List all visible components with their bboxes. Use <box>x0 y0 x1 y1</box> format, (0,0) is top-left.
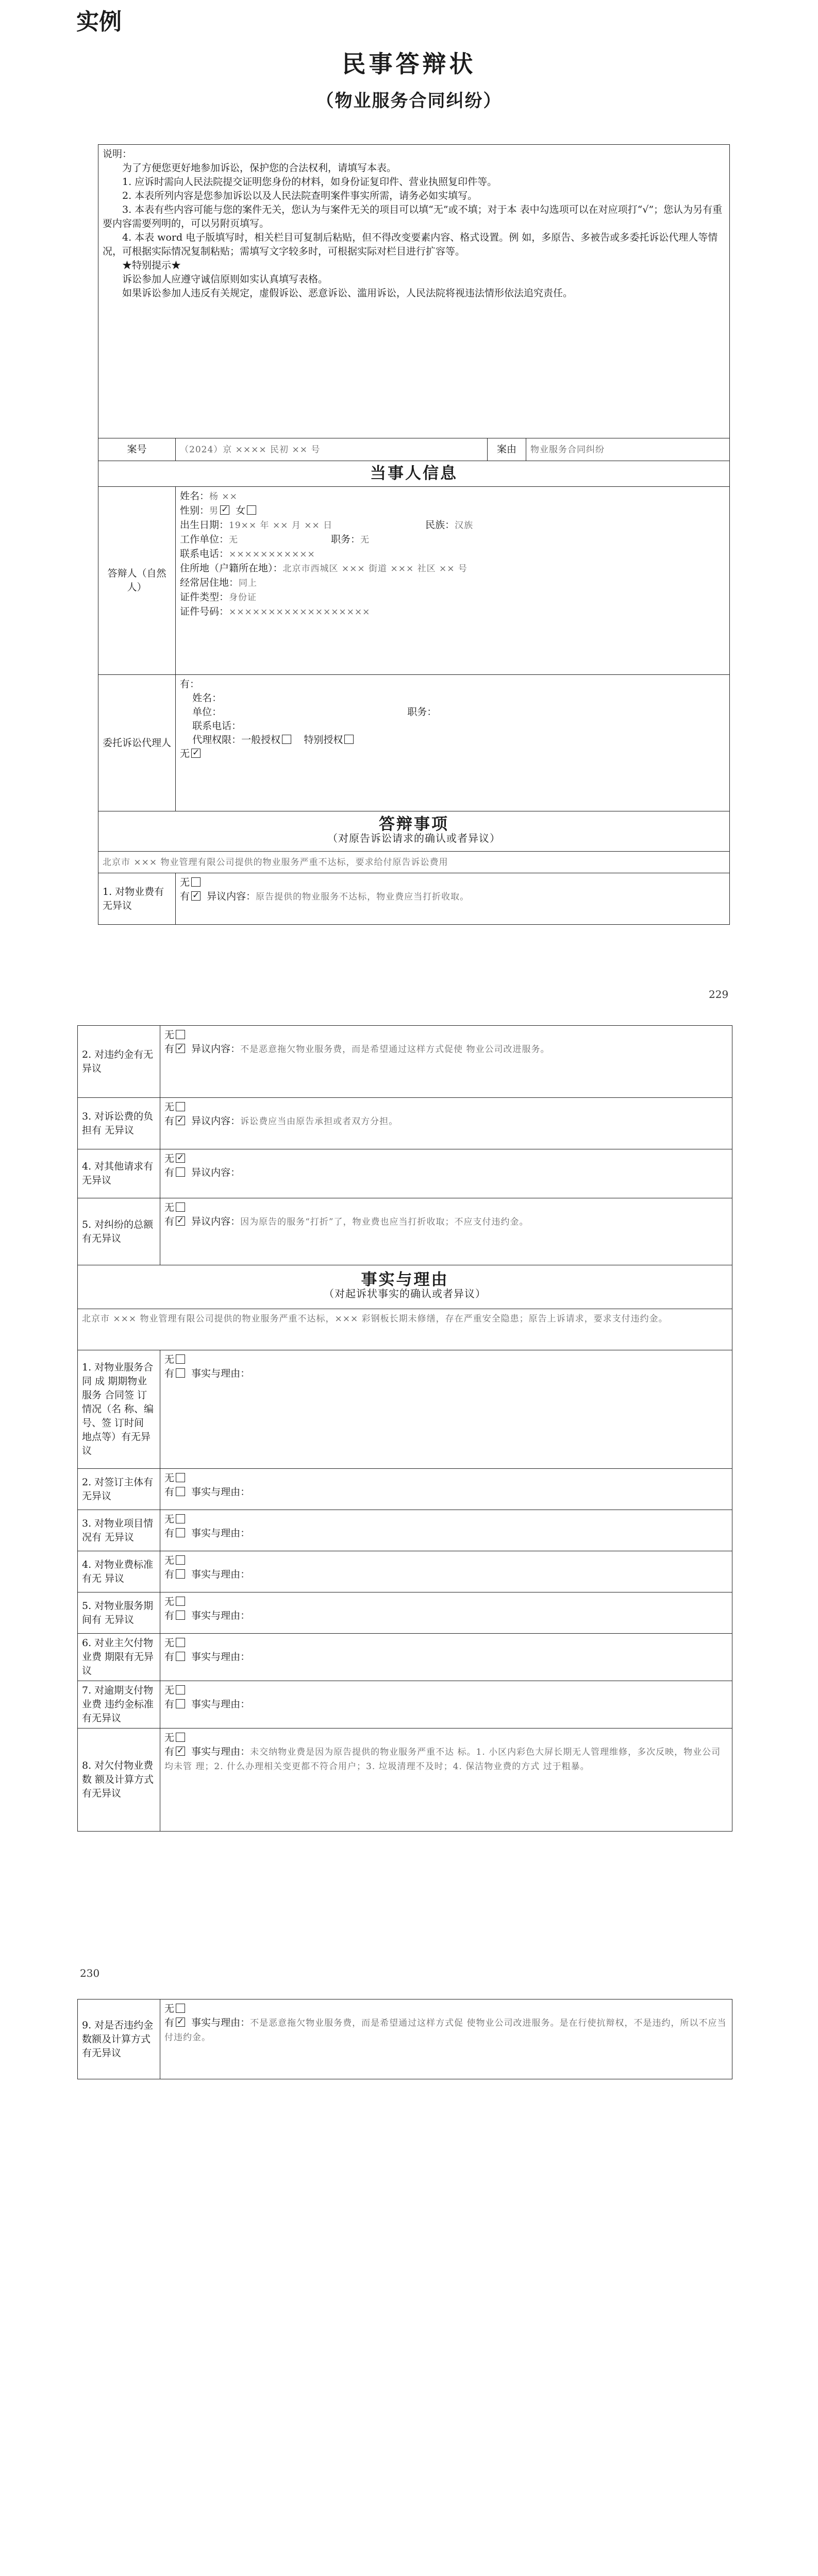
fact-has-checkbox[interactable] <box>176 1611 185 1620</box>
claim-answer: 无✓ 有 异议内容： <box>160 1149 732 1198</box>
fact-label: 1. 对物业服务合同 成 期期物业服务 合同签 订情况（名 称、编号、签 订时间 地点等）有无异议 <box>78 1350 160 1469</box>
fact-label: 8. 对欠付物业费数 额及计算方式有无异议 <box>78 1728 160 1832</box>
claim-none-checkbox[interactable] <box>176 1154 185 1163</box>
agent-special-authority: 特别授权 <box>304 734 343 745</box>
defendant-address-row[interactable]: 住所地（户籍所在地）：北京市西城区 ××× 街道 ××× 社区 ×× 号 <box>180 563 468 574</box>
claim-detail[interactable]: 因为原告的服务“打折”了，物业费也应当打折收取；不应支付违约金。 <box>240 1217 529 1227</box>
page-number: 229 <box>709 988 729 1001</box>
claim-detail[interactable]: 不是恶意拖欠物业服务费，而是希望通过这样方式促使 物业公司改进服务。 <box>240 1044 550 1055</box>
claim-detail[interactable]: 原告提供的物业服务不达标，物业费应当打折收取。 <box>256 892 470 902</box>
explanation-paragraph: 2. 本表所列内容是您参加诉讼以及人民法院查明案件事实所需，请务必如实填写。 <box>122 190 478 201</box>
form-page-3 <box>77 1999 732 2079</box>
claim-has-checkbox[interactable] <box>176 1116 185 1125</box>
fact-answer: 无 有✓ 事实与理由：不是恶意拖欠物业服务费，而是希望通过这样方式促 使物业公司改进服务。是在行使抗辩权，不是违约，所以不应当付违约金。 <box>160 1999 732 2079</box>
explanation-paragraph: 1. 应诉时需向人民法院提交证明您身份的材料，如身份证复印件、营业执照复印件等。 <box>122 176 497 188</box>
claim-has-checkbox[interactable] <box>176 1167 185 1177</box>
agent-general-authority: 代理权限：一般授权 <box>192 734 281 745</box>
fact-none-checkbox[interactable] <box>176 1638 185 1647</box>
fact-label: 3. 对物业项目情况有 无异议 <box>78 1510 160 1551</box>
defendant-label: 答辩人（自然人） <box>98 487 176 675</box>
special-authority-checkbox[interactable] <box>344 735 354 744</box>
fact-has-checkbox[interactable] <box>176 1487 185 1496</box>
claim-detail[interactable]: 诉讼费应当由原告承担或者双方分担。 <box>240 1116 398 1127</box>
explanation-paragraph: 4. 本表 word 电子版填写时，相关栏目可复制后粘贴，但不得改变要素内容、格式设置。例 如，多原告、多被告或多委托诉讼代理人等情况，可根据实际情况复制粘贴；需填写文字较多时，可根据实际对栏目进行扩容等。 <box>103 232 718 257</box>
fact-has-checkbox[interactable] <box>176 1652 185 1661</box>
agent-have-option[interactable]: 有： <box>180 679 200 690</box>
fact-has-checkbox[interactable] <box>176 1368 185 1378</box>
cause-field[interactable]: 物业服务合同纠纷 <box>526 438 730 461</box>
fact-has-checkbox[interactable] <box>176 1569 185 1579</box>
fact-section-title: 事实与理由 （对起诉状事实的确认或者异议） <box>78 1265 732 1309</box>
defendant-fields <box>176 487 730 675</box>
defendant-gender-row[interactable]: 性别：男✓ 女 <box>180 504 725 518</box>
claim-has-checkbox[interactable] <box>176 1216 185 1226</box>
claim-none-checkbox[interactable] <box>176 1102 185 1111</box>
fact-intro: 北京市 ××× 物业管理有限公司提供的物业服务严重不达标，××× 彩钢板长期未修缮，存在严重安全隐患；原告上诉请求，要求支付违约金。 <box>78 1309 732 1350</box>
explanation-box <box>98 145 730 438</box>
agent-name-field[interactable]: 姓名： <box>192 692 222 704</box>
fact-answer: 无 有 事实与理由： <box>160 1681 732 1728</box>
fact-has-checkbox[interactable] <box>176 1528 185 1537</box>
fact-label: 2. 对签订主体有无异议 <box>78 1469 160 1510</box>
fact-answer: 无 有 事实与理由： <box>160 1510 732 1551</box>
defendant-residence-row[interactable]: 经常居住地：同上 <box>180 577 258 588</box>
fact-label: 5. 对物业服务期间有 无异议 <box>78 1592 160 1634</box>
claim-label: 2. 对违约金有无异议 <box>78 1026 160 1098</box>
fact-none-checkbox[interactable] <box>176 1685 185 1694</box>
gender-female-checkbox[interactable] <box>247 505 256 515</box>
fact-none-checkbox[interactable] <box>176 2004 185 2013</box>
general-authority-checkbox[interactable] <box>282 735 291 744</box>
explanation-paragraph: 为了方便您更好地参加诉讼，保护您的合法权利，请填写本表。 <box>122 162 397 174</box>
explanation-paragraph: 3. 本表有些内容可能与您的案件无关，您认为与案件无关的项目可以填“无”或不填；对于本 表中勾选项可以在对应项打“√”；您认为另有重要内容需要列明的，可以另附页填写。 <box>103 204 723 229</box>
page-number: 230 <box>80 1967 100 1979</box>
fact-answer: 无 有 事实与理由： <box>160 1592 732 1634</box>
claim-answer: 无 有✓ 异议内容：不是恶意拖欠物业服务费，而是希望通过这样方式促使 物业公司改进服务。 <box>160 1026 732 1098</box>
party-section-title: 当事人信息 <box>98 461 730 487</box>
fact-none-checkbox[interactable] <box>176 1733 185 1742</box>
form-page-1 <box>98 144 730 925</box>
claim-answer: 无 有✓ 异议内容：原告提供的物业服务不达标，物业费应当打折收取。 <box>176 873 730 925</box>
fact-none-checkbox[interactable] <box>176 1473 185 1482</box>
document-subtitle: （物业服务合同纠纷） <box>316 91 502 111</box>
claim-label: 5. 对纠纷的总额有无异议 <box>78 1198 160 1265</box>
special-notice-paragraph: 诉讼参加人应遵守诚信原则如实认真填写表格。 <box>122 274 328 285</box>
special-notice-label: ★特别提示★ <box>122 260 181 271</box>
fact-has-checkbox[interactable] <box>176 2018 185 2027</box>
gender-male-checkbox[interactable] <box>220 505 229 515</box>
defendant-work-row[interactable]: 工作单位：无 职务：无 <box>180 534 370 545</box>
explanation-label: 说明： <box>103 148 132 160</box>
fact-answer: 无 有 事实与理由： <box>160 1350 732 1469</box>
claim-none-checkbox[interactable] <box>191 877 201 887</box>
claim-answer: 无 有✓ 异议内容：诉讼费应当由原告承担或者双方分担。 <box>160 1098 732 1149</box>
fact-has-checkbox[interactable] <box>176 1699 185 1708</box>
form-page-2 <box>77 1025 732 1832</box>
fact-answer: 无 有 事实与理由： <box>160 1551 732 1592</box>
defendant-birth-row[interactable]: 出生日期：19×× 年 ×× 月 ×× 日 民族：汉族 <box>180 519 474 531</box>
fact-none-checkbox[interactable] <box>176 1354 185 1364</box>
agent-post-field[interactable]: 职务： <box>407 706 437 718</box>
fact-none-checkbox[interactable] <box>176 1597 185 1606</box>
claim-label: 1. 对物业费有无异议 <box>98 873 176 925</box>
fact-label: 4. 对物业费标准有无 异议 <box>78 1551 160 1592</box>
fact-label: 7. 对逾期支付物业费 违约金标准有无异议 <box>78 1681 160 1728</box>
plaintiff-claim-row: 北京市 ××× 物业管理有限公司提供的物业服务严重不达标，要求给付原告诉讼费用 <box>98 852 730 873</box>
fact-detail[interactable]: 未交纳物业费是因为原告提供的物业服务严重不达 标。1. 小区内彩色大屏长期无人管理维修，多次反映，物业公司均未管 理；2. 什么办理相关变更都不符合用户；3. 垃圾清理不及时；4. 保洁物业费的方式 过于粗暴。 <box>164 1747 721 1772</box>
claim-none-checkbox[interactable] <box>176 1202 185 1212</box>
agent-unit-field[interactable]: 单位： <box>192 706 222 718</box>
defendant-name-row[interactable]: 姓名：杨 ×× <box>180 490 238 502</box>
claim-answer: 无 有✓ 异议内容：因为原告的服务“打折”了，物业费也应当打折收取；不应支付违约金。 <box>160 1198 732 1265</box>
fact-answer: 无 有✓ 事实与理由：未交纳物业费是因为原告提供的物业服务严重不达 标。1. 小区内彩色大屏长期无人管理维修，多次反映，物业公司均未管 理；2. 什么办理相关变更都不符合用户；3. 垃圾清理不及时；4. 保洁物业费的方式 过于粗暴。 <box>160 1728 732 1832</box>
agent-phone-field[interactable]: 联系电话： <box>192 720 242 732</box>
claim-none-checkbox[interactable] <box>176 1030 185 1039</box>
reply-section-title: 答辩事项 （对原告诉讼请求的确认或者异议） <box>98 811 730 852</box>
fact-has-checkbox[interactable] <box>176 1747 185 1756</box>
agent-none-option: 无 <box>180 748 190 759</box>
fact-answer: 无 有 事实与理由： <box>160 1469 732 1510</box>
defendant-id-type-row[interactable]: 证件类型：身份证 <box>180 591 257 603</box>
defendant-id-number-row[interactable]: 证件号码：×××××××××××××××××× <box>180 606 371 617</box>
claim-label: 4. 对其他请求有无异议 <box>78 1149 160 1198</box>
claim-has-checkbox[interactable] <box>191 891 201 901</box>
special-notice-paragraph: 如果诉讼参加人违反有关规定，虚假诉讼、恶意诉讼、滥用诉讼，人民法院将视违法情形依法追究责任。 <box>122 287 573 299</box>
cause-label: 案由 <box>488 438 526 461</box>
fact-label: 6. 对业主欠付物业费 期限有无异议 <box>78 1634 160 1681</box>
fact-none-checkbox[interactable] <box>176 1555 185 1565</box>
fact-detail[interactable]: 不是恶意拖欠物业服务费，而是希望通过这样方式促 使物业公司改进服务。是在行使抗辩权，不是违约，所以不应当付违约金。 <box>164 2018 727 2043</box>
case-no-label: 案号 <box>98 438 176 461</box>
fact-label: 9. 对是否违约金数额及计算方式有无异议 <box>78 1999 160 2079</box>
defendant-phone-row[interactable]: 联系电话：××××××××××× <box>180 548 315 560</box>
fact-answer: 无 有 事实与理由： <box>160 1634 732 1681</box>
agent-label: 委托诉讼代理人 <box>98 675 176 811</box>
header-label: 实例 <box>76 9 122 35</box>
claim-has-checkbox[interactable] <box>176 1044 185 1053</box>
agent-none-checkbox[interactable] <box>191 749 201 758</box>
case-no-field[interactable]: （2024）京 ×××× 民初 ×× 号 <box>176 438 488 461</box>
claim-label: 3. 对诉讼费的负担有 无异议 <box>78 1098 160 1149</box>
document-title: 民事答辩状 <box>342 50 476 78</box>
fact-none-checkbox[interactable] <box>176 1514 185 1523</box>
agent-fields <box>176 675 730 811</box>
